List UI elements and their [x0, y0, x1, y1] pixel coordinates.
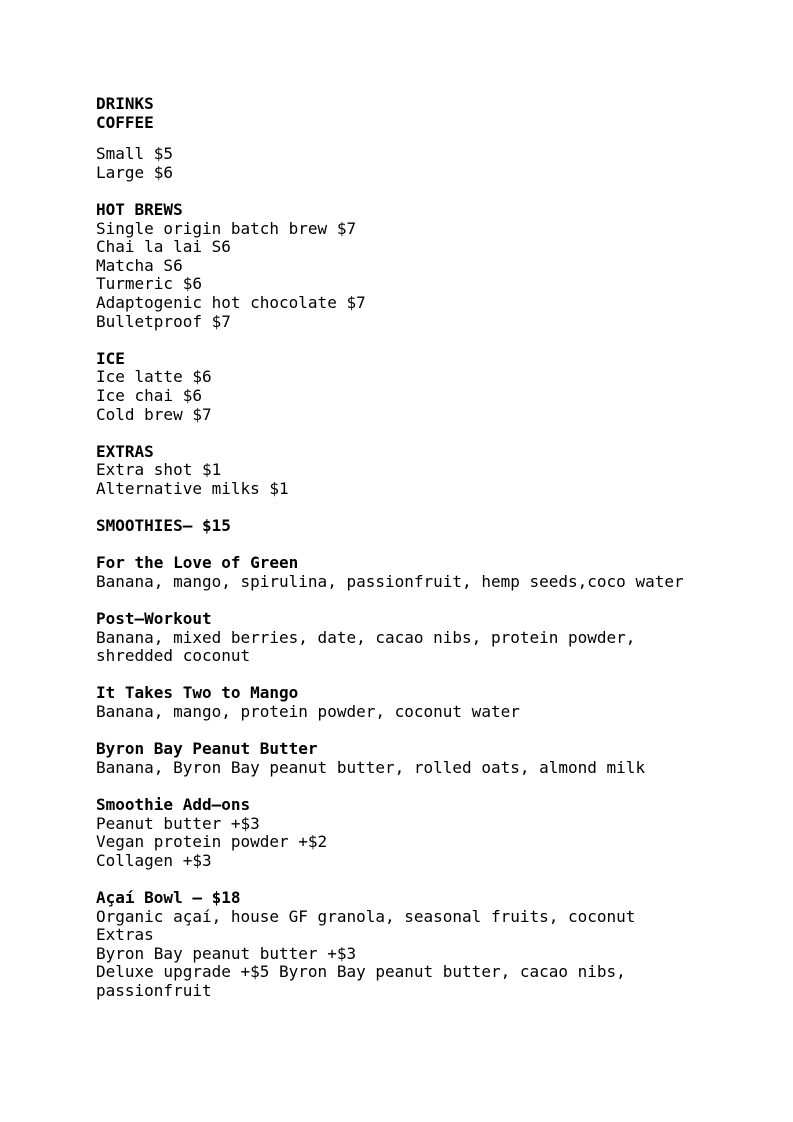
menu-item-line: Deluxe upgrade +$5 Byron Bay peanut butter, cacao nibs, [96, 962, 626, 982]
menu-heading: EXTRAS [96, 441, 154, 461]
section-for-the-love-of-green [96, 554, 697, 591]
menu-item-line: Banana, Byron Bay peanut butter, rolled oats, almond milk [96, 757, 646, 777]
menu-item-line: Matcha S6 [96, 255, 183, 275]
menu-item-line: Bulletproof $7 [96, 311, 231, 331]
menu-item-line: passionfruit [96, 980, 212, 1000]
menu-item-line: Chai la lai S6 [96, 237, 231, 257]
menu-heading: Açaí Bowl – $18 [96, 887, 241, 907]
menu-heading: SMOOTHIES– $15 [96, 516, 231, 536]
section-smoothies-title [96, 517, 697, 536]
section-extras [96, 443, 697, 499]
section-it-takes-two-to-mango [96, 684, 697, 721]
menu-item-line: Banana, mixed berries, date, cacao nibs, protein powder, [96, 627, 636, 647]
section-ice [96, 350, 697, 424]
menu-heading: For the Love of Green [96, 553, 299, 573]
menu-heading: It Takes Two to Mango [96, 683, 299, 703]
section-coffee-items [96, 145, 697, 182]
menu-heading: ICE [96, 348, 125, 368]
menu-item-line: Banana, mango, protein powder, coconut water [96, 702, 520, 721]
menu-item-line: Organic açaí, house GF granola, seasonal fruits, coconut [96, 906, 636, 926]
menu-item-line: Collagen +$3 [96, 850, 212, 870]
menu-item-line: Ice latte $6 [96, 367, 212, 387]
menu-heading: Byron Bay Peanut Butter [96, 739, 318, 759]
menu-item-line: Small $5 [96, 144, 174, 164]
menu-item-line: Vegan protein powder +$2 [96, 832, 328, 852]
menu-item-line: Alternative milks $1 [96, 478, 289, 498]
menu-item-line: Ice chai $6 [96, 385, 202, 405]
menu-item-line: Large $6 [96, 162, 174, 182]
menu-heading: DRINKS [96, 94, 154, 113]
menu-heading: HOT BREWS [96, 199, 183, 219]
menu-item-line: Cold brew $7 [96, 404, 212, 424]
menu-item-line: Adaptogenic hot chocolate $7 [96, 292, 366, 312]
menu-heading: Post–Workout [96, 609, 212, 629]
section-smoothie-add-ons [96, 796, 697, 870]
section-post-workout [96, 610, 697, 666]
menu-heading: Smoothie Add–ons [96, 794, 251, 814]
menu-item-line: Byron Bay peanut butter +$3 [96, 943, 357, 963]
menu-item-line: Single origin batch brew $7 [96, 218, 357, 238]
menu-item-line: Extras [96, 925, 154, 945]
menu-heading: COFFEE [96, 112, 154, 132]
menu-item-line: Banana, mango, spirulina, passionfruit, hemp seeds,coco water [96, 571, 684, 591]
section-byron-bay-peanut-butter [96, 740, 697, 777]
section-acai-bowl [96, 889, 697, 1001]
menu-item-line: Turmeric $6 [96, 274, 202, 294]
section-drinks-coffee [96, 95, 697, 132]
menu-item-line: Extra shot $1 [96, 460, 222, 480]
menu-item-line: Peanut butter +$3 [96, 813, 260, 833]
section-hot-brews [96, 201, 697, 331]
menu-item-line: shredded coconut [96, 646, 251, 666]
